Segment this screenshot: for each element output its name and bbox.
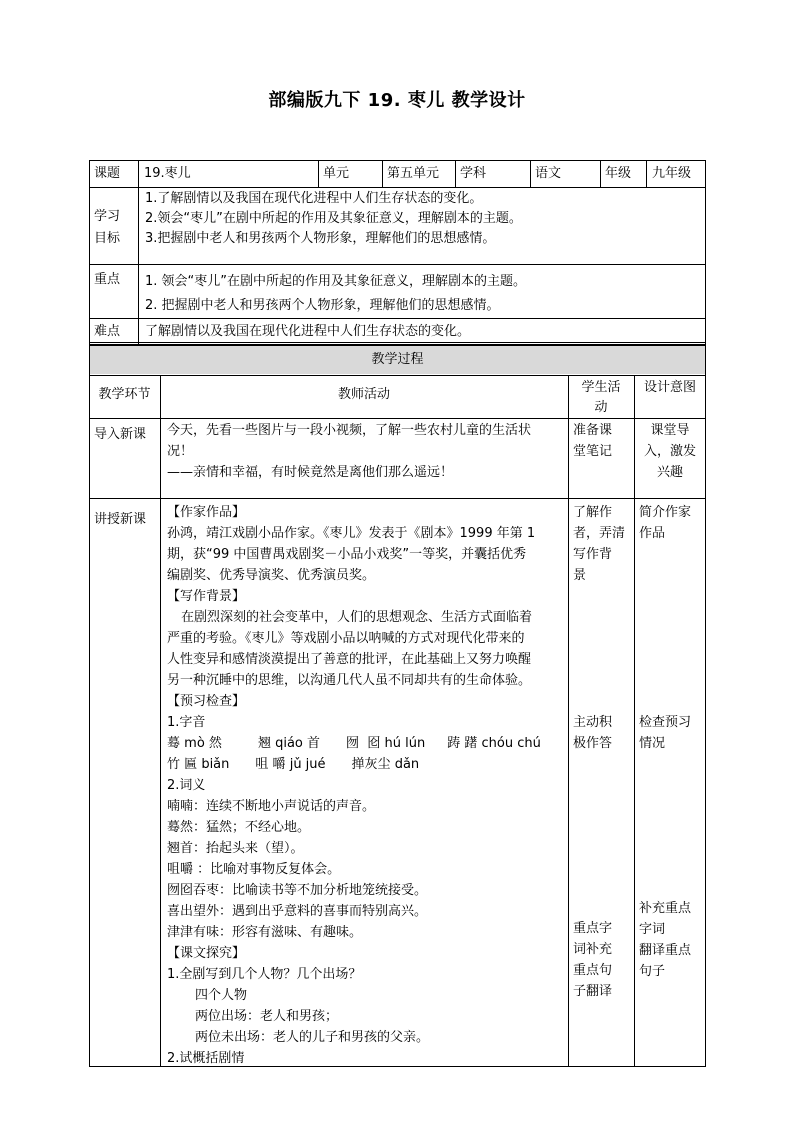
- col-student: 学生活 动: [581, 380, 621, 415]
- section-heading: 【预习检查】: [167, 694, 246, 709]
- col-teacher: 教师活动: [337, 387, 390, 402]
- section-heading: 【写作背景】: [167, 589, 246, 604]
- vocab-item: 喃喃：连续不断地小声说话的声音。: [167, 799, 376, 814]
- vocab-item: 翘首：抬起头来（望）。: [167, 841, 304, 856]
- goal-item: 1.了解剧情以及我国在现代化进程中人们生存状态的变化。: [145, 191, 483, 206]
- goals-list: [145, 189, 700, 249]
- col-intent: 设计意图: [643, 380, 696, 395]
- vocab-item: 喜出望外：遇到出乎意料的喜事而特别高兴。: [167, 904, 428, 919]
- lecture-student-b: 主动积 极作答: [573, 715, 613, 751]
- grade-label: 年级: [605, 166, 632, 181]
- goal-item: 3.把握剧中老人和男孩两个人物形象，理解他们的思想感情。: [145, 231, 496, 246]
- vocab-item: 蓦然：猛然；不经心地。: [167, 820, 311, 835]
- intro-stage: 导入新课: [94, 427, 147, 442]
- lecture-stage: 讲授新课: [94, 512, 147, 527]
- lecture-teacher: 【作家作品】 孙鸿，靖江戏剧小品作家。《枣儿》发表于《剧本》1999 年第 1 期，获“99 中国曹禺戏剧奖－小品小戏奖”一等奖，并囊括优秀 编剧奖、优秀导演奖、优秀演员奖。 【写作背景】 在剧烈深刻的社会变革中，人们的思想观念、生活方式面临着 严重的考验。《枣儿》等戏剧小品以呐喊的方式对现代化带来的 人性变异和感情淡漠提出了善意的批评，在此基础上又努力唤醒 另一种沉睡中的思维，以沟通几代人虽不同却共有的生命体验。 【预习检查】 1.字音 蓦 mò 然 翘 qiáo 首 囫 囵 hú lún 踌 躇 chóu chú 竹 匾 biǎn 咀 嚼 jǔ jué 掸灰尘 dǎn 2.词义 喃喃：连续不断地小声说话的声音。 蓦然：猛然；不经心地。 翘首：抬起头来（望）。 咀嚼 ：比喻对事物反复体会。 囫囵吞枣：比喻读书等不加分析地笼统接受。 喜出望外：遇到出乎意料的喜事而特别高兴。 津津有味：形容有滋味、有趣味。 【课文探究】 1.全剧写到几个人物？几个出场？ 四个人物 两位出场：老人和男孩； 两位未出场：老人的儿子和男孩的父亲。 2.试概括剧情: [167, 502, 565, 1069]
- vocab-item: 津津有味：形容有滋味、有趣味。: [167, 925, 363, 940]
- lesson-value: 19.枣儿: [144, 166, 191, 181]
- goals-label: 学习 目标: [94, 209, 121, 246]
- unit-label: 单元: [323, 166, 350, 181]
- lecture-student-a: 了解作 者，弄清 写作背 景: [573, 505, 626, 583]
- lecture-intent-b: 检查预习 情况: [639, 715, 692, 751]
- vocab-item: 囫囵吞枣：比喻读书等不加分析地笼统接受。: [167, 883, 428, 898]
- key-list: [145, 270, 700, 318]
- key-item: 2. 把握剧中老人和男孩两个人物形象，理解他们的思想感情。: [145, 298, 500, 313]
- goal-item: 2.领会“枣儿”在剧中所起的作用及其象征意义，理解剧本的主题。: [145, 211, 522, 226]
- intro-intent: 课堂导 入，激发 兴趣: [643, 423, 696, 480]
- col-stage: 教学环节: [98, 387, 151, 402]
- section-heading: 【作家作品】: [167, 505, 246, 520]
- key-label: 重点: [94, 272, 121, 287]
- process-heading: 教学过程: [371, 352, 424, 367]
- pronunciation-line: 蓦 mò 然 翘 qiáo 首 囫 囵 hú lún 踌 躇 chóu chú: [167, 736, 541, 751]
- subject-label: 学科: [460, 166, 487, 181]
- document-title: 部编版九下 19. 枣儿 教学设计: [268, 90, 526, 111]
- difficult-label: 难点: [94, 324, 121, 339]
- intro-student: 准备课 堂笔记: [573, 423, 613, 459]
- unit-value: 第五单元: [387, 166, 440, 181]
- grade-value: 九年级: [652, 166, 692, 181]
- difficult-value: 了解剧情以及我国在现代化进程中人们生存状态的变化。: [145, 324, 471, 339]
- intro-teacher: 今天，先看一些图片与一段小视频，了解一些农村儿童的生活状 况！ ——亲情和幸福，有时候竟然是离他们那么遥远！: [167, 423, 532, 480]
- lecture-intent-a: 简介作家 作品: [639, 505, 692, 541]
- lecture-intent-c: 补充重点 字词 翻译重点 句子: [639, 901, 692, 979]
- lesson-label: 课题: [94, 166, 121, 181]
- key-item: 1. 领会“枣儿”在剧中所起的作用及其象征意义，理解剧本的主题。: [145, 274, 527, 289]
- pronunciation-line: 竹 匾 biǎn 咀 嚼 jǔ jué 掸灰尘 dǎn: [167, 757, 420, 772]
- vocab-item: 咀嚼 ：比喻对事物反复体会。: [167, 862, 341, 877]
- section-heading: 【课文探究】: [167, 946, 246, 961]
- lecture-student-c: 重点字 词补充 重点句 子翻译: [573, 921, 613, 999]
- subject-value: 语文: [535, 166, 562, 181]
